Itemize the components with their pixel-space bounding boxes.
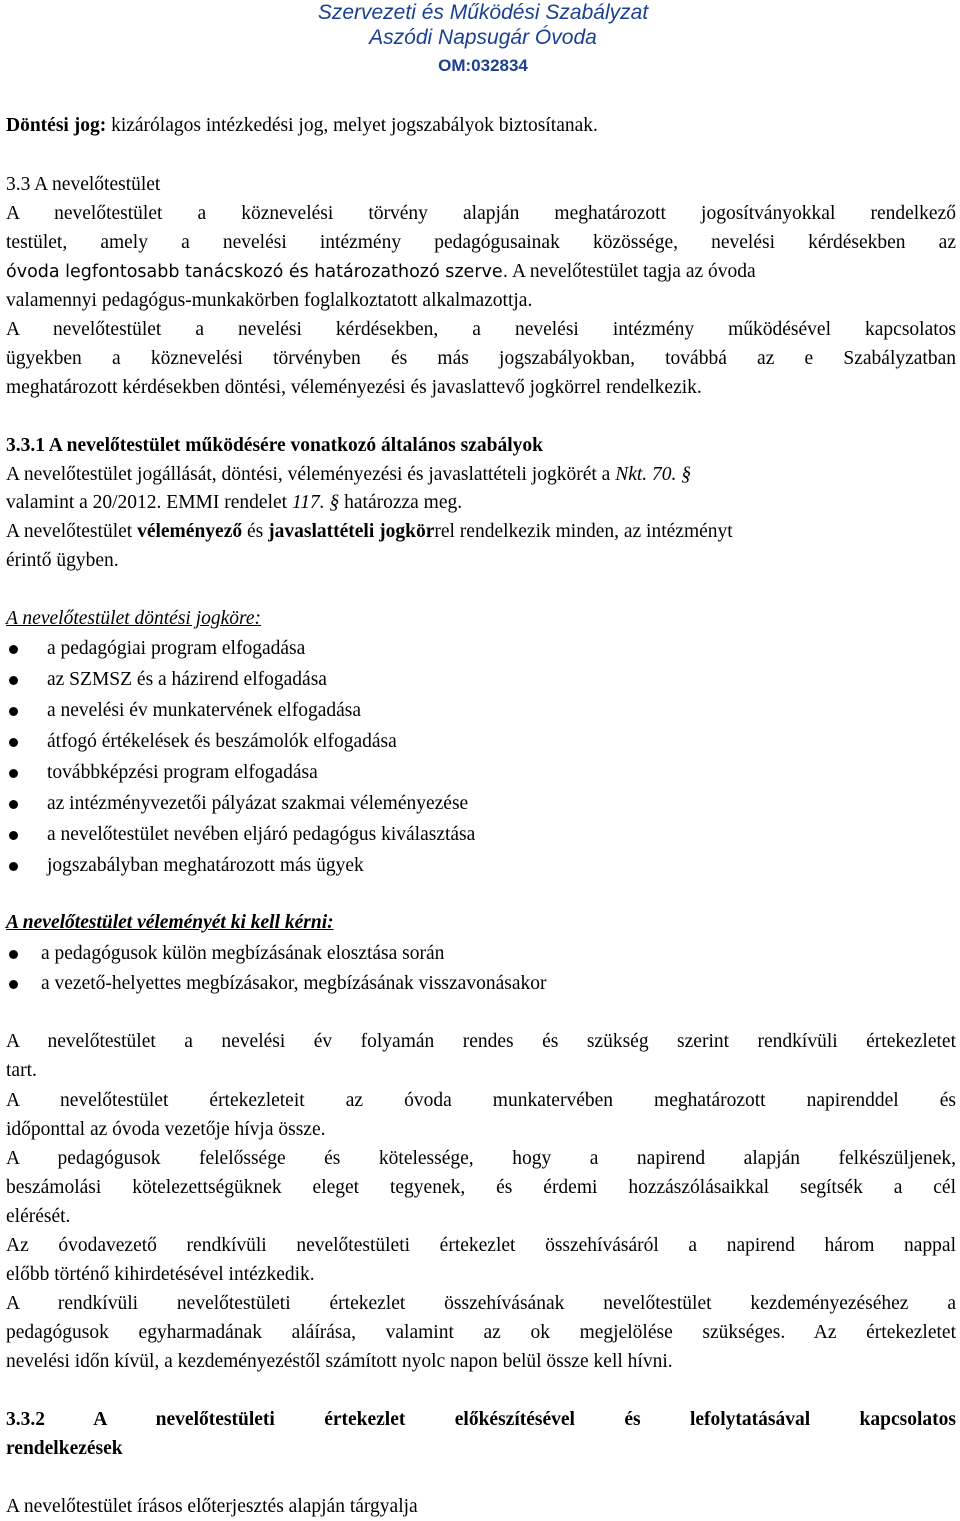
paragraph-line: A nevelőtestület a köznevelési törvény alapján meghatározott jogosítványokkal rendelkező (6, 203, 956, 224)
paragraph-line: előbb történő kihirdetésével intézkedik. (6, 1264, 315, 1285)
bold-term: véleményező (137, 521, 243, 542)
bullet-icon (9, 738, 18, 747)
paragraph-line (6, 259, 956, 285)
paragraph-line: időponttal az óvoda vezetője hívja össze. (6, 1119, 326, 1140)
list-item-text: a vezető-helyettes megbízásakor, megbízásának visszavonásakor (41, 973, 547, 994)
list-item-text: az SZMSZ és a házirend elfogadása (47, 669, 327, 690)
paragraph-line: nevelési időn kívül, a kezdeményezéstől számított nyolc napon belül össze kell hívni. (6, 1351, 673, 1372)
paragraph-span: A nevelőtestület tagja az óvoda (508, 261, 756, 282)
bullet-icon (9, 831, 18, 840)
subsection-heading: 3.3.2 A nevelőtestületi értekezlet előkészítésével és lefolytatásával kapcsolatos (6, 1409, 956, 1430)
law-reference: 117. § (291, 492, 340, 513)
bullet-icon (9, 862, 18, 871)
paragraph-line: valamennyi pedagógus-munkakörben foglalkoztatott alkalmazottja. (6, 290, 533, 311)
paragraph-span: és (242, 521, 269, 542)
decision-right-label: Döntési jog: (6, 115, 107, 136)
paragraph-line: A nevelőtestület értekezleteit az óvoda munkatervében meghatározott napirenddel és (6, 1090, 956, 1111)
paragraph-line: A pedagógusok felelőssége és kötelessége, hogy a napirend alapján felkészüljenek, (6, 1148, 956, 1169)
paragraph-span: óvoda legfontosabb tanácskozó és határozathozó szerve. (6, 262, 509, 282)
paragraph-span: rel rendelkezik minden, az intézményt (434, 521, 733, 542)
bold-term: javaslattételi jogkör (268, 521, 435, 542)
list-item-text: az intézményvezetői pályázat szakmai véleményezése (47, 793, 469, 814)
paragraph-line: A nevelőtestület a nevelési év folyamán rendes és szükség szerint rendkívüli értekezletet (6, 1031, 956, 1052)
paragraph-line: testület, amely a nevelési intézmény pedagógusainak közössége, nevelési kérdésekben az (6, 232, 956, 253)
paragraph-line (6, 519, 956, 545)
paragraph-span: határozza meg. (339, 492, 463, 513)
decision-right-text: kizárólagos intézkedési jog, melyet jogszabályok biztosítanak. (106, 115, 598, 136)
paragraph-span: A nevelőtestület jogállását, döntési, véleményezési és javaslattételi jogkörét a (6, 464, 616, 485)
bullet-icon (9, 676, 18, 685)
paragraph-line: elérését. (6, 1206, 71, 1227)
list-item-text: a nevelőtestület nevében eljáró pedagógus kiválasztása (47, 824, 476, 845)
subsection-heading: 3.3.1 A nevelőtestület működésére vonatkozó általános szabályok (6, 435, 543, 456)
section-heading: 3.3 A nevelőtestület (6, 174, 161, 195)
law-reference: Nkt. 70. § (615, 464, 692, 485)
paragraph-line: tart. (6, 1060, 37, 1081)
list-item-text: a pedagógiai program elfogadása (47, 638, 306, 659)
list-item-text: átfogó értékelések és beszámolók elfogadása (47, 731, 397, 752)
bullet-icon (9, 950, 18, 959)
paragraph-line (6, 462, 956, 488)
paragraph-span: A nevelőtestület (6, 521, 138, 542)
bullet-icon (9, 769, 18, 778)
paragraph-line: érintő ügyben. (6, 550, 119, 571)
decision-right-definition (6, 113, 956, 139)
paragraph-line (6, 490, 956, 516)
paragraph-line: beszámolási kötelezettségüknek eleget tegyenek, és érdemi hozzászólásaikkal segítsék a cél (6, 1177, 956, 1198)
list-item-text: továbbképzési program elfogadása (47, 762, 318, 783)
paragraph-line: Az óvodavezető rendkívüli nevelőtestületi értekezlet összehívásáról a napirend három nappal (6, 1235, 956, 1256)
paragraph-line: A nevelőtestület a nevelési kérdésekben, a nevelési intézmény működésével kapcsolatos (6, 319, 956, 340)
om-identifier: OM:032834 (438, 56, 528, 75)
paragraph-line: meghatározott kérdésekben döntési, véleményezési és javaslattevő jogkörrel rendelkezik. (6, 377, 702, 398)
decision-list-heading: A nevelőtestület döntési jogköre: (6, 608, 262, 629)
list-item-text: a nevelési év munkatervének elfogadása (47, 700, 362, 721)
paragraph-line: pedagógusok egyharmadának aláírása, valamint az ok megjelölése szükséges. Az értekezletet (6, 1322, 956, 1343)
bullet-icon (9, 645, 18, 654)
paragraph-line: A rendkívüli nevelőtestületi értekezlet összehívásának nevelőtestület kezdeményezéséhez a (6, 1293, 956, 1314)
document-title: Szervezeti és Működési Szabályzat (317, 1, 649, 24)
paragraph-line: ügyekben a köznevelési törvényben és más jogszabályokban, továbbá az e Szabályzatban (6, 348, 956, 369)
paragraph-line: A nevelőtestület írásos előterjesztés alapján tárgyalja (6, 1496, 418, 1517)
institution-name: Aszódi Napsugár Óvoda (369, 26, 597, 49)
paragraph-span: valamint a 20/2012. EMMI rendelet (6, 492, 292, 513)
bullet-icon (9, 707, 18, 716)
list-item-text: jogszabályban meghatározott más ügyek (47, 855, 364, 876)
bullet-icon (9, 800, 18, 809)
list-item-text: a pedagógusok külön megbízásának elosztása során (41, 943, 445, 964)
opinion-list-heading: A nevelőtestület véleményét ki kell kérni: (6, 912, 334, 933)
bullet-icon (9, 980, 18, 989)
subsection-heading: rendelkezések (6, 1438, 123, 1459)
